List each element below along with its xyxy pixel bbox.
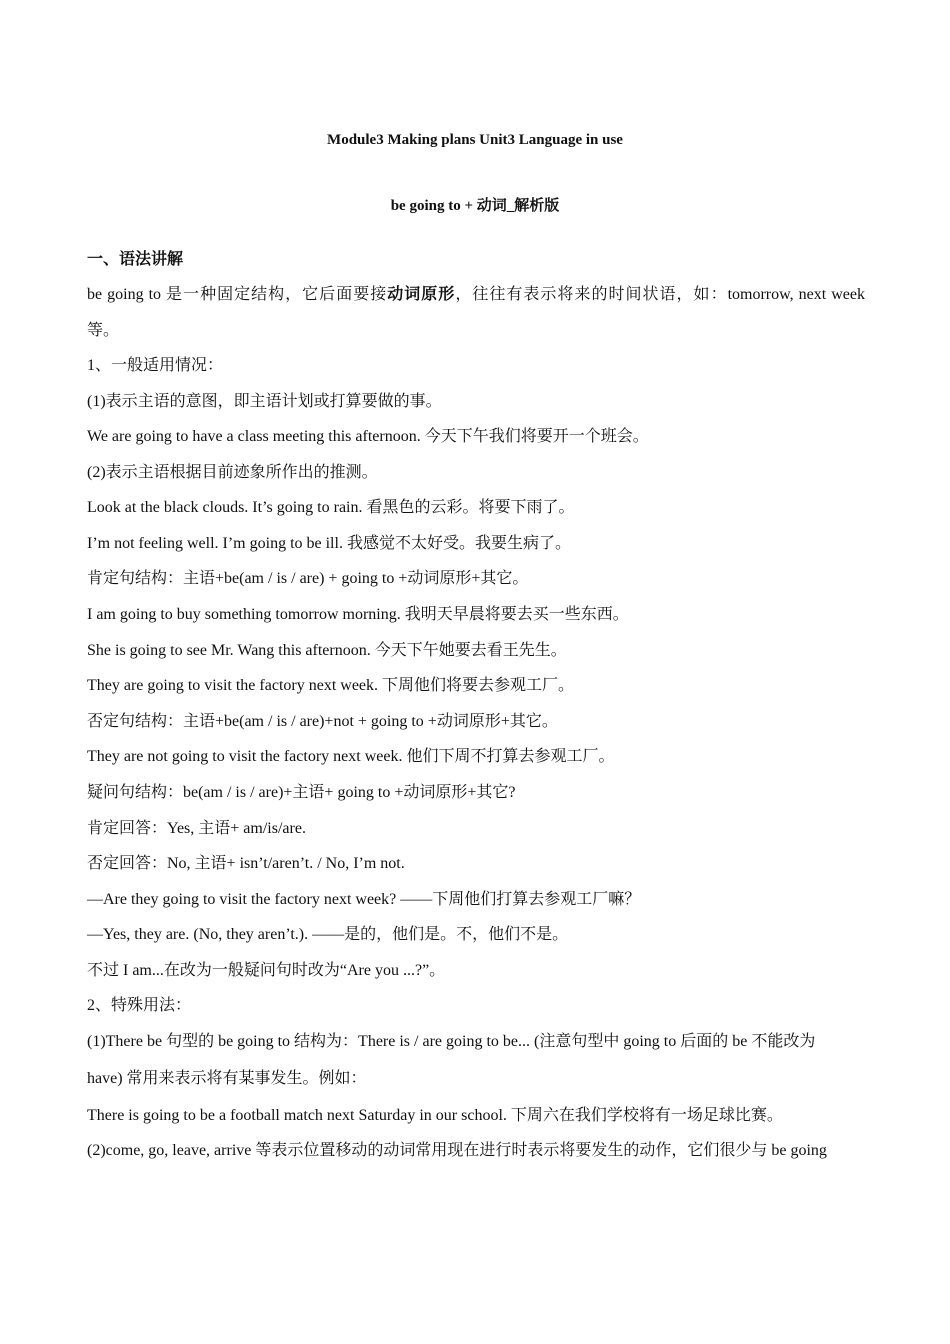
text-line: (1)表示主语的意图，即主语计划或打算要做的事。 xyxy=(87,393,442,410)
intro-text-start: be going to 是一种固定结构，它后面要接 xyxy=(87,286,388,303)
text-line: —Yes, they are. (No, they aren’t.). ——是的，他们是。不，他们不是。 xyxy=(87,926,569,943)
text-line: They are not going to visit the factory next week. 他们下周不打算去参观工厂。 xyxy=(87,748,615,765)
text-line: (2)come, go, leave, arrive 等表示位置移动的动词常用现在进行时表示将要发生的动作，它们很少与 be going xyxy=(87,1142,827,1159)
intro-bold-term: 动词原形 xyxy=(387,284,456,303)
text-line: They are going to visit the factory next week. 下周他们将要去参观工厂。 xyxy=(87,677,575,694)
text-line: 否定回答：No, 主语+ isn’t/aren’t. / No, I’m not. xyxy=(87,855,405,872)
text-line: 不过 I am...在改为一般疑问句时改为“Are you ...?”。 xyxy=(87,962,446,979)
text-line: We are going to have a class meeting this afternoon. 今天下午我们将要开一个班会。 xyxy=(87,428,649,445)
text-line: 疑问句结构：be(am / is / are)+主语+ going to +动词原形+其它? xyxy=(87,784,516,801)
document-subtitle: be going to + 动词_解析版 xyxy=(390,198,560,214)
text-line: (2)表示主语根据目前迹象所作出的推测。 xyxy=(87,464,378,481)
document-title: Module3 Making plans Unit3 Language in use xyxy=(327,132,623,148)
text-line: I’m not feeling well. I’m going to be ill. 我感觉不太好受。我要生病了。 xyxy=(87,535,571,552)
text-line: I am going to buy something tomorrow morning. 我明天早晨将要去买一些东西。 xyxy=(87,606,629,623)
text-line: 否定句结构：主语+be(am / is / are)+not + going to +动词原形+其它。 xyxy=(87,713,558,730)
text-line: (1)There be 句型的 be going to 结构为：There is / are going to be... (注意句型中 going to 后面的 be 不能改为 xyxy=(87,1033,816,1050)
text-line: 肯定回答：Yes, 主语+ am/is/are. xyxy=(87,820,306,837)
text-line: have) 常用来表示将有某事发生。例如： xyxy=(87,1070,367,1087)
text-line: Look at the black clouds. It’s going to rain. 看黑色的云彩。将要下雨了。 xyxy=(87,499,575,516)
text-line: 1、一般适用情况： xyxy=(87,357,224,374)
text-line: 2、特殊用法： xyxy=(87,997,192,1014)
text-line: 肯定句结构：主语+be(am / is / are) + going to +动词原形+其它。 xyxy=(87,570,529,587)
text-line: There is going to be a football match next Saturday in our school. 下周六在我们学校将有一场足球比赛。 xyxy=(87,1107,783,1124)
intro-text-end: ，往往有表示将来的时间状语，如：tomorrow, next week xyxy=(455,286,865,303)
intro-paragraph xyxy=(87,283,865,306)
text-line: —Are they going to visit the factory next week? ——下周他们打算去参观工厂嘛？ xyxy=(87,891,641,908)
text-line: She is going to see Mr. Wang this afternoon. 今天下午她要去看王先生。 xyxy=(87,642,567,659)
intro-paragraph-continuation: 等。 xyxy=(87,322,120,339)
section-heading: 一、语法讲解 xyxy=(87,249,184,268)
